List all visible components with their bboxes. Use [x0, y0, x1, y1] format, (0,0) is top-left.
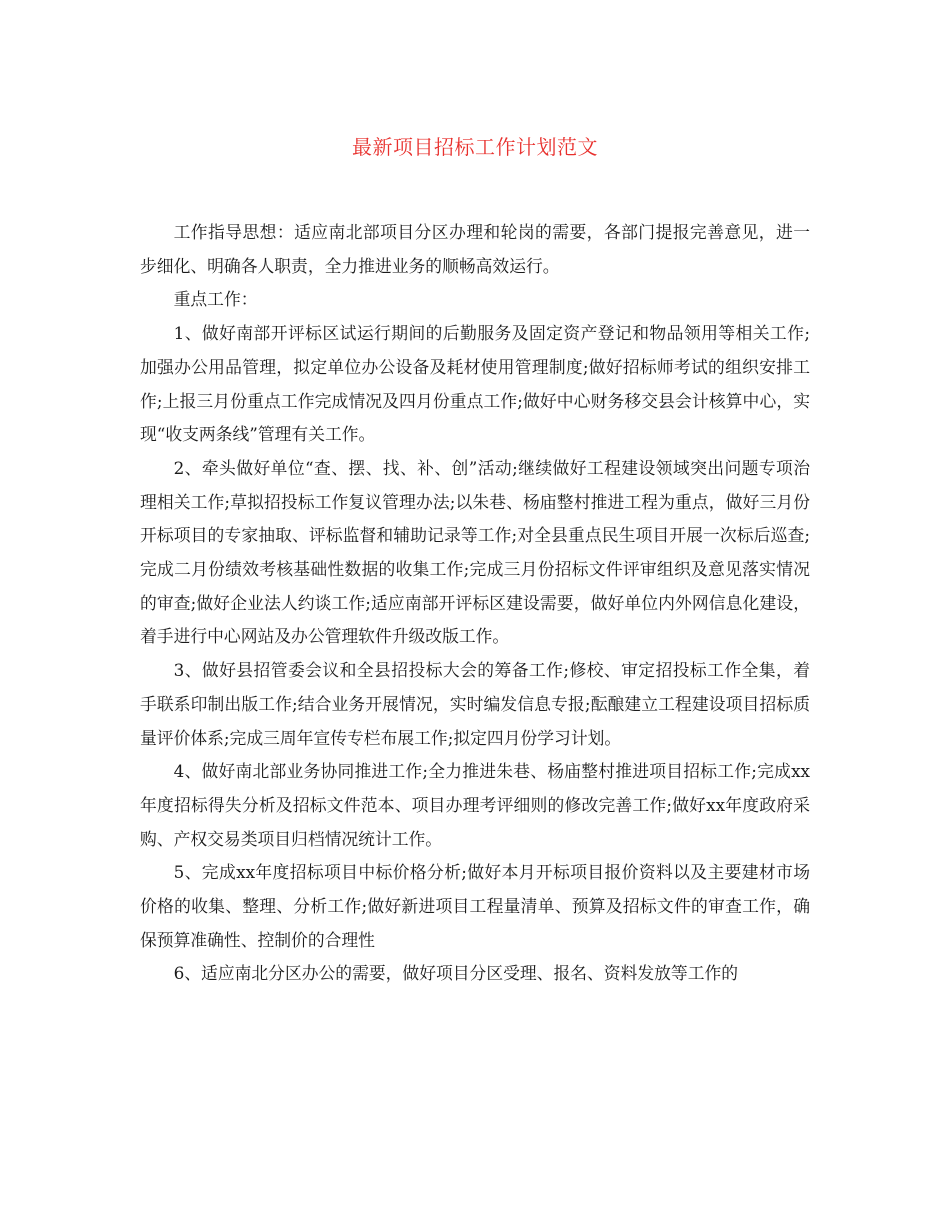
document-body [140, 216, 810, 991]
paragraph-item-5: 5、完成xx年度招标项目中标价格分析;做好本月开标项目报价资料以及主要建材市场价格的收集、整理、分析工作;做好新进项目工程量清单、预算及招标文件的审查工作，确保预算准确性、控制价的合理性 [140, 862, 810, 950]
paragraph-key-work-heading: 重点工作： [173, 289, 258, 310]
paragraph-item-4: 4、做好南北部业务协同推进工作;全力推进朱巷、杨庙整村推进项目招标工作;完成xx年度招标得失分析及招标文件范本、项目办理考评细则的修改完善工作;做好xx年度政府采购、产权交易类项目归档情况统计工作。 [140, 761, 810, 849]
paragraph-item-6: 6、适应南北分区办公的需要，做好项目分区受理、报名、资料发放等工作的 [173, 963, 739, 984]
document-title: 最新项目招标工作计划范文 [352, 135, 598, 159]
paragraph-item-2: 2、牵头做好单位“查、摆、找、补、创”活动;继续做好工程建设领域突出问题专项治理相关工作;草拟招投标工作复议管理办法;以朱巷、杨庙整村推进工程为重点，做好三月份开标项目的专家抽取、评标监督和辅助记录等工作;对全县重点民生项目开展一次标后巡查;完成二月份绩效考核基础性数据的收集工作;完成三月份招标文件评审组织及意见落实情况的审查;做好企业法人约谈工作;适应南部开评标区建设需要，做好单位内外网信息化建设，着手进行中心网站及办公管理软件升级改版工作。 [140, 457, 810, 647]
paragraph-item-1: 1、做好南部开评标区试运行期间的后勤服务及固定资产登记和物品领用等相关工作;加强办公用品管理，拟定单位办公设备及耗材使用管理制度;做好招标师考试的组织安排工作;上报三月份重点工作完成情况及四月份重点工作;做好中心财务移交县会计核算中心，实现“收支两条线”管理有关工作。 [140, 323, 810, 445]
paragraph-guiding-thought: 工作指导思想：适应南北部项目分区办理和轮岗的需要，各部门提报完善意见，进一步细化、明确各人职责，全力推进业务的顺畅高效运行。 [140, 222, 810, 276]
paragraph-item-3: 3、做好县招管委会议和全县招投标大会的筹备工作;修校、审定招投标工作全集，着手联系印制出版工作;结合业务开展情况，实时编发信息专报;酝酿建立工程建设项目招标质量评价体系;完成三周年宣传专栏布展工作;拟定四月份学习计划。 [140, 660, 810, 748]
